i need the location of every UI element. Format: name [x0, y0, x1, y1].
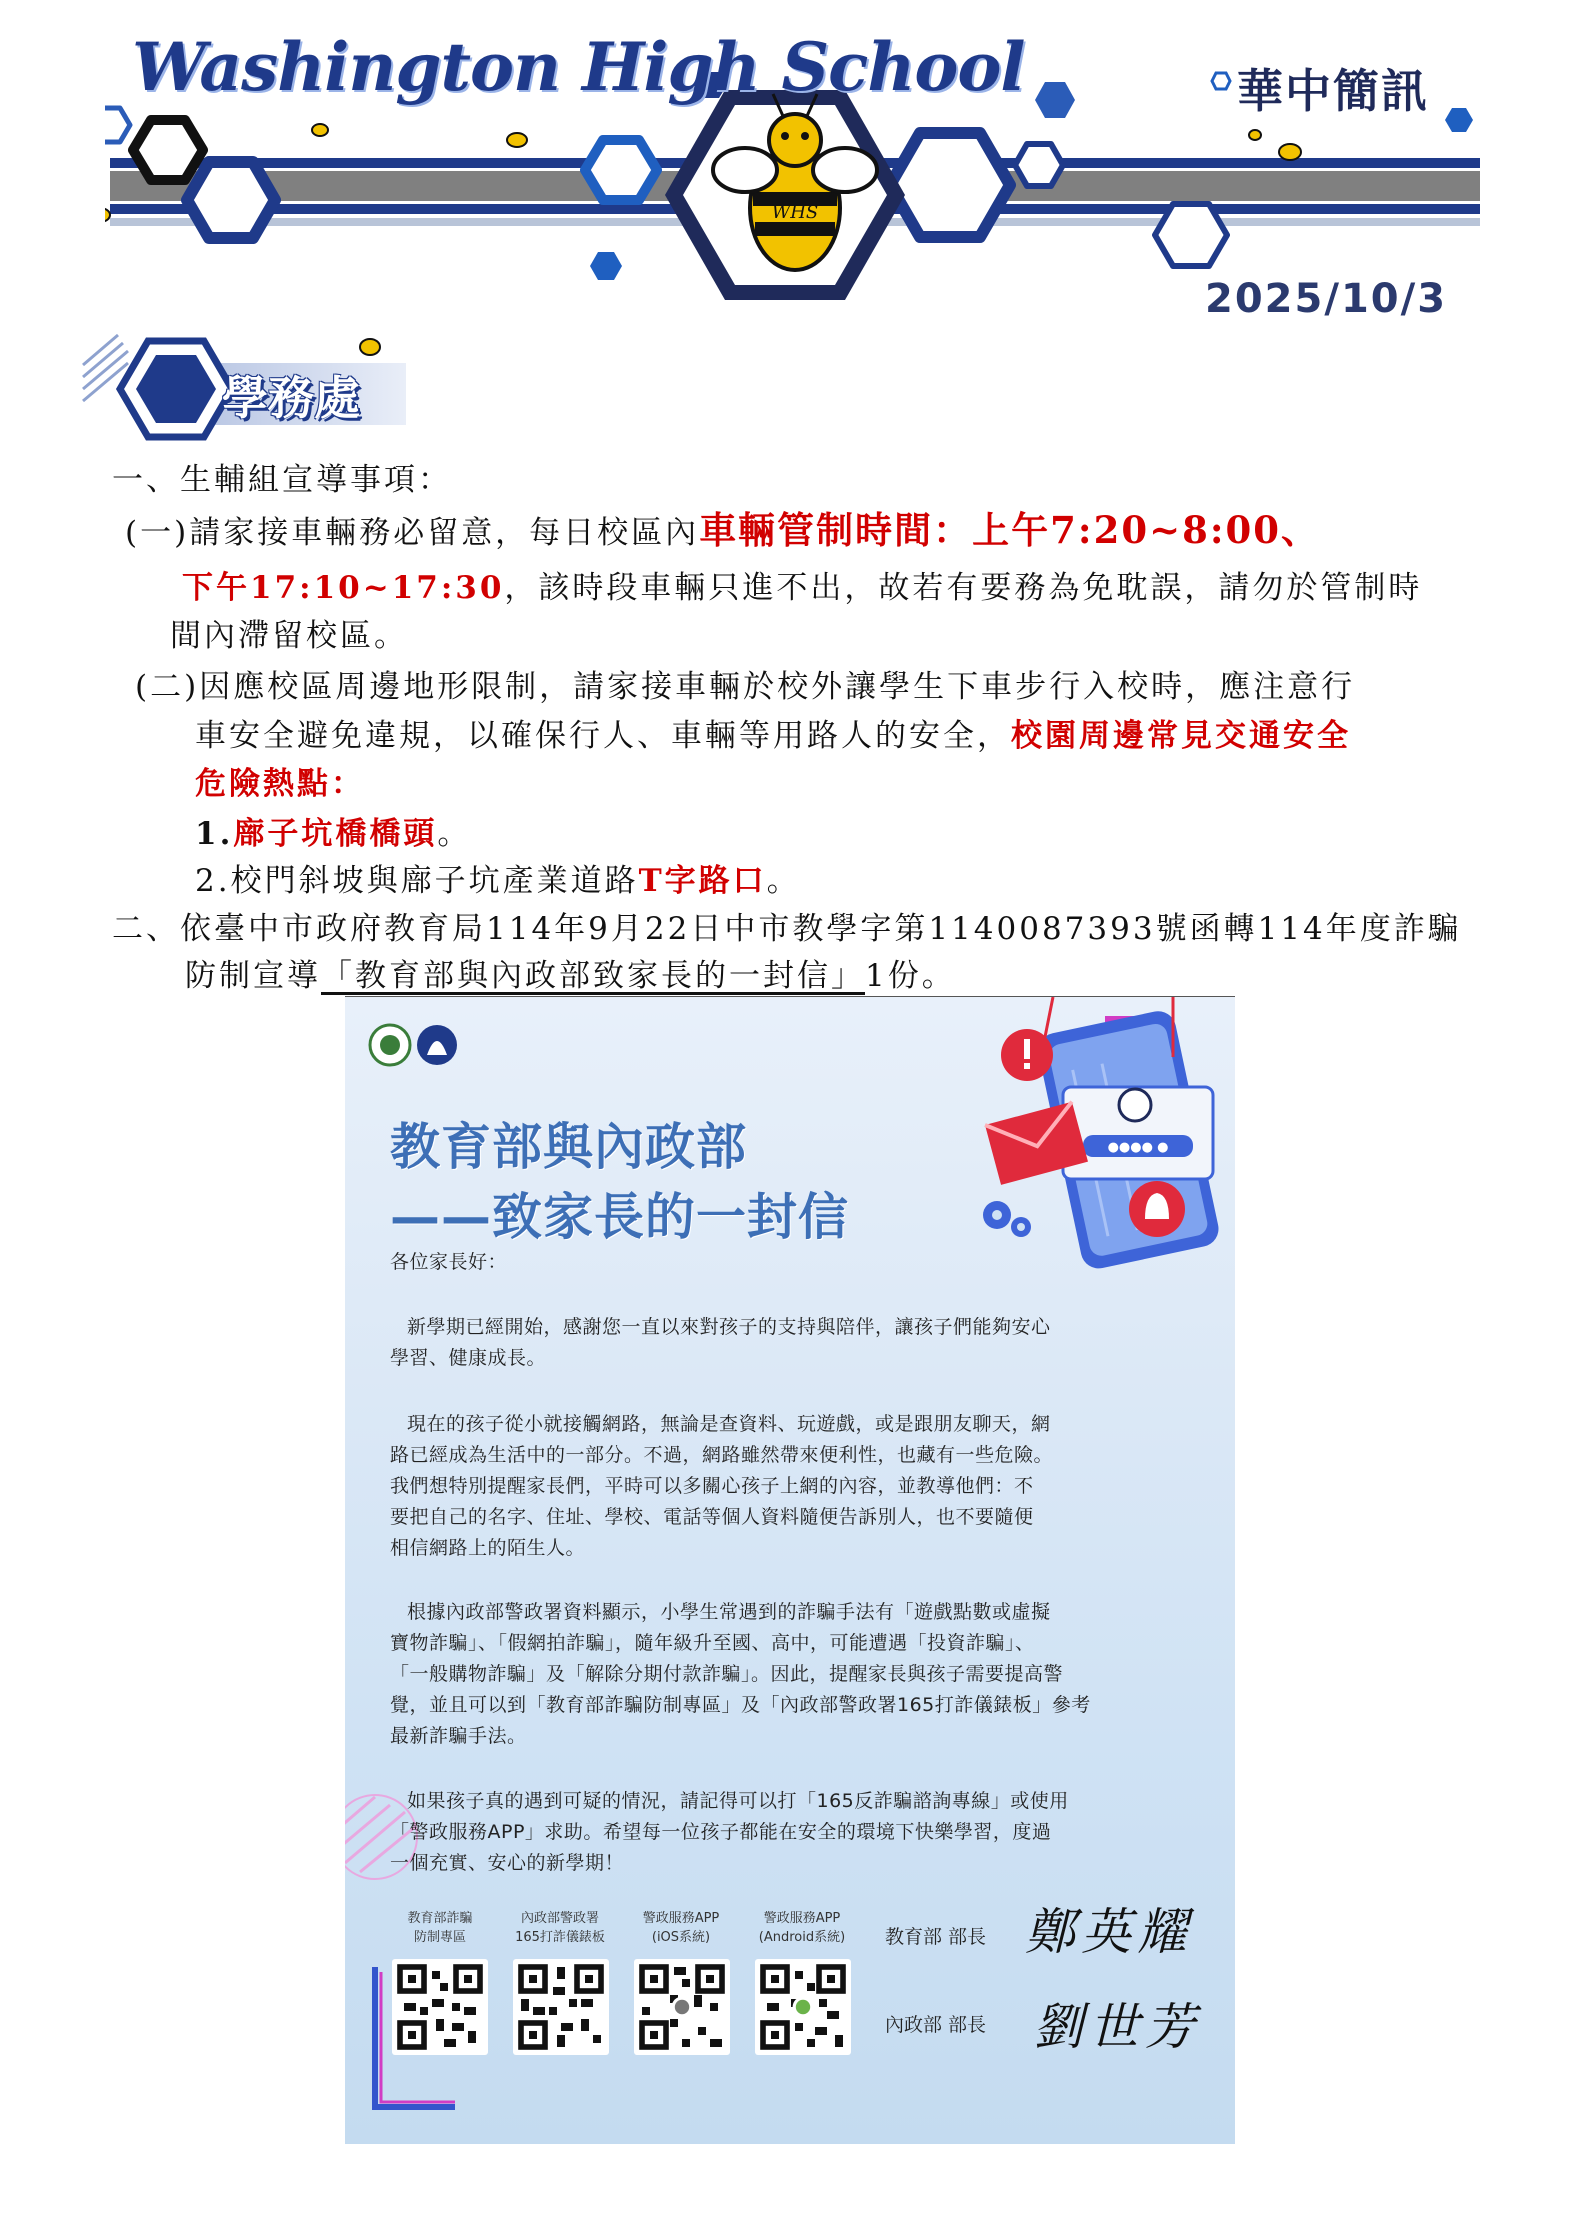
point1-text: 廍子坑橋橋頭 [233, 816, 438, 852]
item2-line2 [185, 952, 956, 1000]
phone-password-dots: ●●●● ● [1107, 1140, 1169, 1155]
item2-line1: 二、依臺中市政府教育局114年9月22日中市教學字第1140087393號函轉114年度詐騙 [112, 911, 1462, 947]
hotspot-point-2 [195, 857, 801, 905]
point1-number: 1. [195, 816, 234, 852]
point1-end: 。 [437, 816, 472, 852]
anti-fraud-letter-poster [345, 997, 1235, 2144]
hexagon-bullet-icon [1210, 70, 1232, 92]
item1-2-line1: (二)因應校區周邊地形限制，請家接車輛於校外讓學生下車步行入校時，應注意行 [135, 669, 1356, 705]
poster-title-line2: ——致家長的一封信 [390, 1188, 849, 1246]
item2-line2-end: 1份。 [865, 958, 956, 994]
hotspot-point-1 [195, 810, 471, 858]
control-time-afternoon: 下午17:10~17:30 [182, 570, 505, 606]
qr-caption-3-line2: (iOS系統) [651, 1930, 711, 1945]
item1-2-line2-text: 車安全避免違規，以確保行人、車輛等用路人的安全， [195, 718, 1011, 754]
qr-code-icon [634, 1959, 730, 2055]
qr-caption-3 [621, 1909, 741, 1947]
letter-title-underlined: 「教育部與內政部致家長的一封信」 [321, 958, 865, 994]
signature-moi-minister: 劉世芳 [1033, 1998, 1201, 2056]
item1-1-line3: 間內滯留校區。 [170, 618, 408, 654]
poster-p1-line: 新學期已經開始，感謝您一直以來對孩子的支持與陪伴，讓孩子們能夠安心 [407, 1316, 1051, 1338]
newsletter-brand: 華中簡訊 [1237, 64, 1429, 118]
item2-line2-text: 防制宣導 [185, 958, 321, 994]
poster-p2-line: 現在的孩子從小就接觸網路，無論是查資料、玩遊戲，或是跟朋友聊天，網 [407, 1413, 1051, 1435]
poster-p2-line: 我們想特別提醒家長們，平時可以多關心孩子上網的內容，並教導他們：不 [390, 1475, 1034, 1497]
poster-p2-line: 路已經成為生活中的一部分。不過，網路雖然帶來便利性，也藏有一些危險。 [390, 1444, 1054, 1466]
item1-1-line1 [125, 506, 1320, 557]
poster-p4-line: 「警政服務APP」求助。希望每一位孩子都能在安全的環境下快樂學習，度過 [390, 1821, 1052, 1843]
poster-p1-line: 學習、健康成長。 [390, 1347, 547, 1369]
qr-code-police-app-ios[interactable] [634, 1959, 730, 2055]
qr-code-icon [513, 1959, 609, 2055]
qr-caption-1-line2: 防制專區 [413, 1930, 466, 1945]
qr-caption-3-line1: 警政服務APP [642, 1911, 720, 1926]
qr-caption-4 [742, 1909, 862, 1947]
control-time-highlight: 車輛管制時間：上午7:20~8:00、 [699, 508, 1320, 552]
poster-p4-line: 如果孩子真的遇到可疑的情況，請記得可以打「165反詐騙諮詢專線」或使用 [407, 1790, 1069, 1812]
qr-caption-2-line1: 內政部警政署 [520, 1911, 599, 1926]
signature-moe-minister: 鄭英耀 [1025, 1903, 1193, 1961]
qr-code-icon [755, 1959, 851, 2055]
poster-p4-line: 一個充實、安心的新學期！ [390, 1852, 625, 1874]
qr-caption-4-line2: (Android系統) [758, 1930, 846, 1945]
item1-1-line2-text: ，該時段車輛只進不出，故若有要務為免耽誤，請勿於管制時 [504, 570, 1423, 606]
signature-label-moe: 教育部 部長 [885, 1926, 987, 1948]
section-title: 學務處 [222, 371, 360, 425]
item1-1-prefix: (一)請家接車輛務必留意，每日校區內 [125, 515, 700, 551]
qr-code-police-app-android[interactable] [755, 1959, 851, 2055]
poster-p3-line: 最新詐騙手法。 [390, 1725, 527, 1747]
qr-code-icon [392, 1959, 488, 2055]
poster-p3-line: 根據內政部警政署資料顯示，小學生常遇到的詐騙手法有「遊戲點數或虛擬 [407, 1601, 1051, 1623]
item1-2-line3 [195, 760, 365, 808]
qr-caption-1 [380, 1909, 500, 1947]
hotspot-highlight: 校園周邊常見交通安全 [1011, 718, 1351, 754]
item1-2-line2 [195, 712, 1351, 760]
item1-1-line2 [182, 564, 1422, 612]
point2-end: 。 [766, 863, 801, 899]
qr-caption-1-line1: 教育部詐騙 [407, 1911, 473, 1926]
poster-p3-line: 「一般購物詐騙」及「解除分期付款詐騙」。因此，提醒家長與孩子需要提高警 [390, 1663, 1064, 1685]
poster-greeting: 各位家長好： [390, 1251, 508, 1273]
point2-highlight: T字路口 [638, 863, 767, 899]
qr-caption-2 [500, 1909, 620, 1947]
qr-caption-4-line1: 警政服務APP [763, 1911, 841, 1926]
poster-title-line1: 教育部與內政部 [390, 1118, 747, 1176]
issue-date: 2025/10/3 [1205, 276, 1448, 322]
item1-heading: 一、生輔組宣導事項： [112, 462, 452, 498]
poster-p2-line: 要把自己的名字、住址、學校、電話等個人資料隨便告訴別人，也不要隨便 [390, 1506, 1034, 1528]
point2-text: 2.校門斜坡與廍子坑產業道路 [195, 863, 639, 899]
poster-p2-line: 相信網路上的陌生人。 [390, 1537, 586, 1559]
poster-p3-line: 寶物詐騙」、「假網拍詐騙」，隨年級升至國、高中，可能遭遇「投資詐騙」、 [390, 1632, 1035, 1654]
logo-text: WHS [771, 202, 819, 223]
signature-label-moi: 內政部 部長 [885, 2014, 987, 2036]
qr-code-edu-fraud[interactable] [392, 1959, 488, 2055]
hotspot-highlight-cont: 危險熱點： [195, 766, 365, 802]
qr-code-165-dashboard[interactable] [513, 1959, 609, 2055]
poster-p3-line: 覺，並且可以到「教育部詐騙防制專區」及「內政部警政署165打詐儀錶板」參考 [390, 1694, 1091, 1716]
qr-caption-2-line2: 165打詐儀錶板 [515, 1930, 605, 1945]
school-title: Washington High School [132, 28, 1025, 106]
